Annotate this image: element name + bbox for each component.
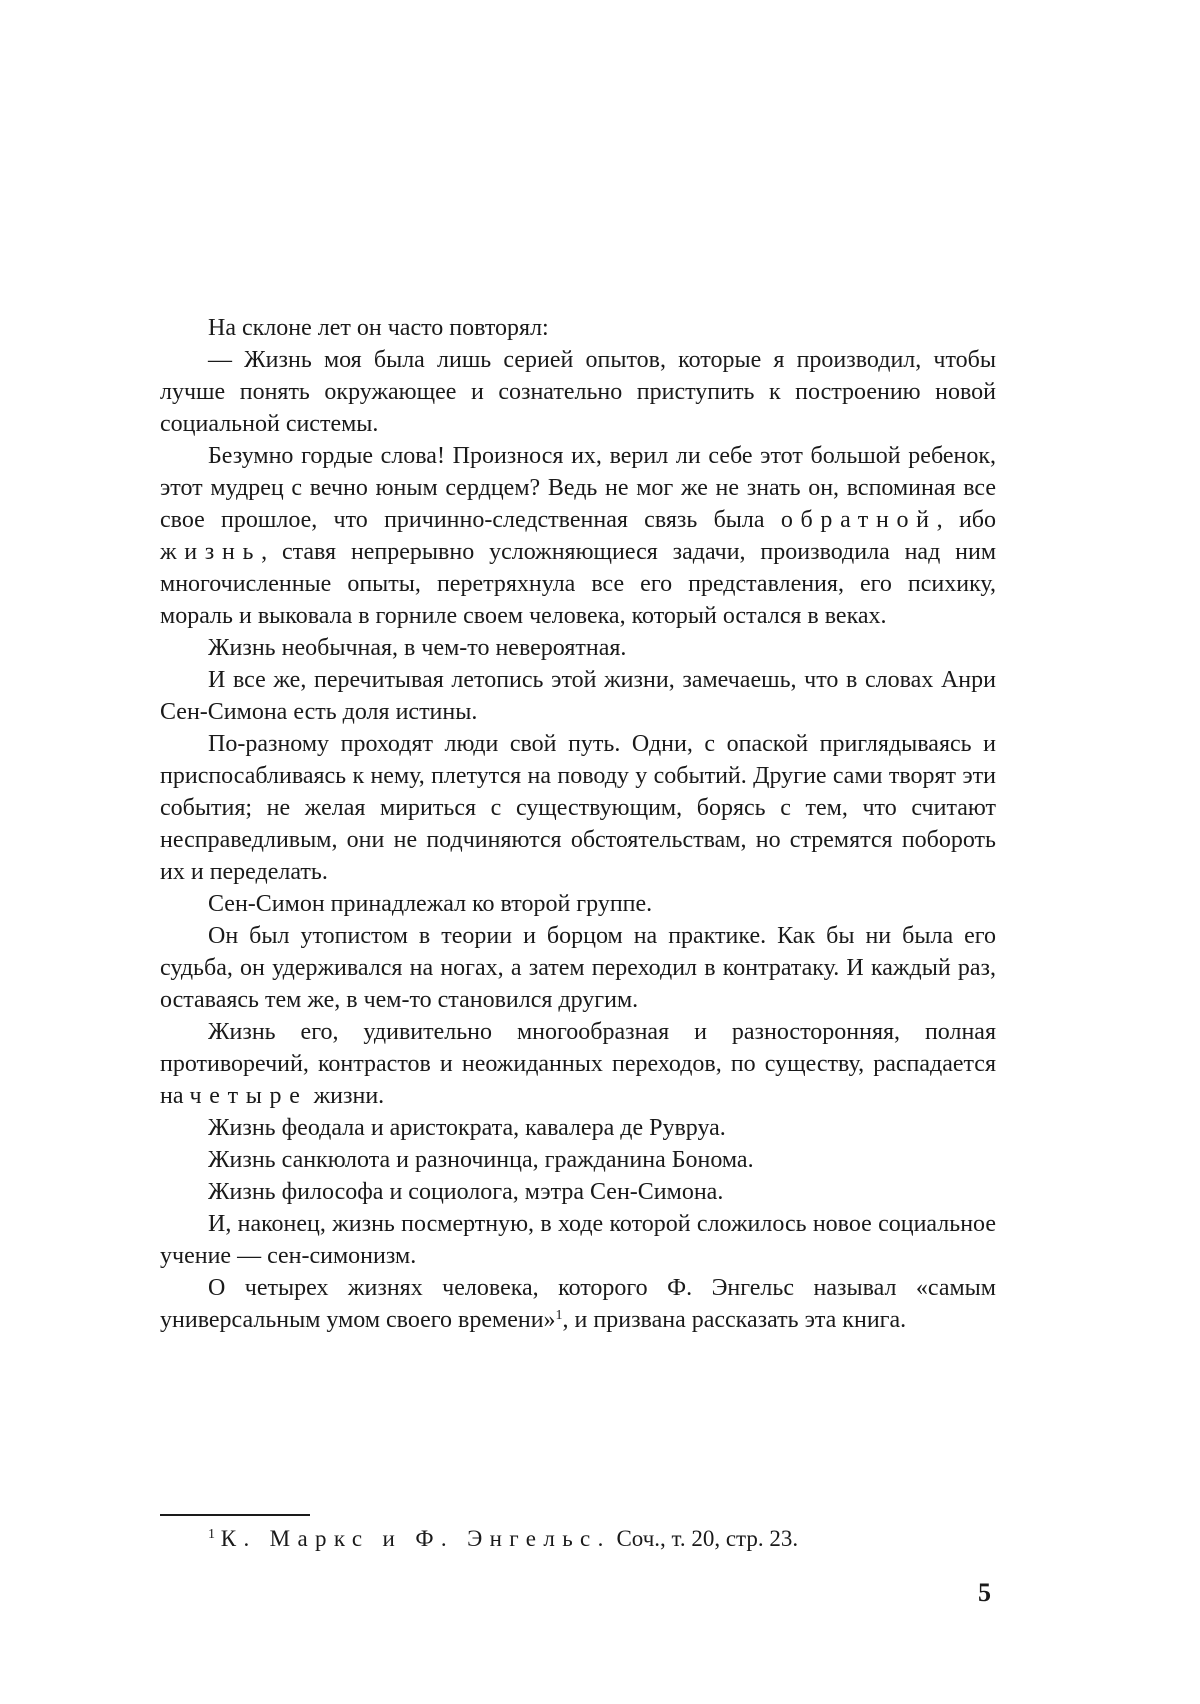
- paragraph-text: О четырех жизнях человека, которого Ф. Энгельс называл «самым универсальным умом своего времени»: [160, 1275, 996, 1333]
- paragraph-text: , и призвана рассказать эта книга.: [562, 1307, 907, 1333]
- footnote-source: Соч., т. 20, стр. 23.: [610, 1526, 799, 1551]
- paragraph-text: И, наконец, жизнь посмертную, в ходе которой сложилось новое социальное учение — сен-симонизм.: [160, 1211, 996, 1269]
- paragraph: [160, 440, 996, 632]
- footnote: [208, 1524, 1008, 1554]
- paragraph: [160, 1272, 996, 1336]
- footnote-divider: [160, 1514, 310, 1516]
- page-number: 5: [978, 1578, 991, 1607]
- paragraph-text: Безумно гордые слова! Произнося их, верил ли себе этот большой ребенок, этот мудрец с вечно юным сердцем? Ведь не мог же не знать он, вспоминая все свое прошлое, что причинно-следственная связь была: [160, 443, 996, 533]
- emphasized-text: обратной: [780, 507, 937, 533]
- emphasized-text: жизнь: [160, 539, 262, 565]
- paragraph-text: , ставя непрерывно усложняющиеся задачи, производила над ним многочисленные опыты, перетряхнула все его представления, его психику, мораль и выковала в горниле своем человека, который остался в веках.: [160, 539, 996, 629]
- paragraph: [160, 312, 996, 344]
- footnote-marker: 1: [208, 1527, 215, 1542]
- paragraph: [160, 1112, 996, 1144]
- paragraph-text: И все же, перечитывая летопись этой жизни, замечаешь, что в словах Анри Сен-Симона есть доля истины.: [160, 667, 996, 725]
- paragraph: [160, 1176, 996, 1208]
- footnote-reference: 1: [555, 1308, 563, 1323]
- paragraph-text: Сен-Симон принадлежал ко второй группе.: [208, 891, 653, 917]
- emphasized-text: четыре: [189, 1083, 308, 1109]
- main-text: [160, 312, 996, 1336]
- paragraph-text: Жизнь необычная, в чем-то невероятная.: [208, 635, 627, 661]
- paragraph: [160, 664, 996, 728]
- paragraph-text: На склоне лет он часто повторял:: [208, 315, 549, 341]
- paragraph: [160, 1208, 996, 1272]
- paragraph-text: Жизнь философа и социолога, мэтра Сен-Симона.: [208, 1179, 724, 1205]
- paragraph: [160, 344, 996, 440]
- paragraph-text: По-разному проходят люди свой путь. Одни, с опаской приглядываясь и приспосабливаясь к нему, плетутся на поводу у событий. Другие сами творят эти события; не желая мириться с существующим, борясь с тем, что считают несправедливым, они не подчиняются обстоятельствам, но стремятся побороть их и переделать.: [160, 731, 996, 885]
- paragraph: [160, 888, 996, 920]
- paragraph: [160, 920, 996, 1016]
- paragraph-text: Жизнь санкюлота и разночинца, гражданина Бонома.: [208, 1147, 754, 1173]
- paragraph: [160, 728, 996, 888]
- paragraph: [160, 1016, 996, 1112]
- paragraph-text: , ибо: [936, 507, 996, 533]
- paragraph-text: Жизнь феодала и аристократа, кавалера де Рувруа.: [208, 1115, 726, 1141]
- paragraph-text: жизни.: [307, 1083, 385, 1109]
- paragraph-text: Жизнь его, удивительно многообразная и разносторонняя, полная противоречий, контрастов и неожиданных переходов, по существу, распадается на: [160, 1019, 996, 1109]
- footnote-authors: К. Маркс и Ф. Энгельс.: [220, 1526, 611, 1551]
- paragraph-text: — Жизнь моя была лишь серией опытов, которые я производил, чтобы лучше понять окружающее и сознательно приступить к построению новой социальной системы.: [160, 347, 996, 437]
- paragraph-text: Он был утопистом в теории и борцом на практике. Как бы ни была его судьба, он удерживался на ногах, а затем переходил в контратаку. И каждый раз, оставаясь тем же, в чем-то становился другим.: [160, 923, 996, 1013]
- paragraph: [160, 1144, 996, 1176]
- paragraph: [160, 632, 996, 664]
